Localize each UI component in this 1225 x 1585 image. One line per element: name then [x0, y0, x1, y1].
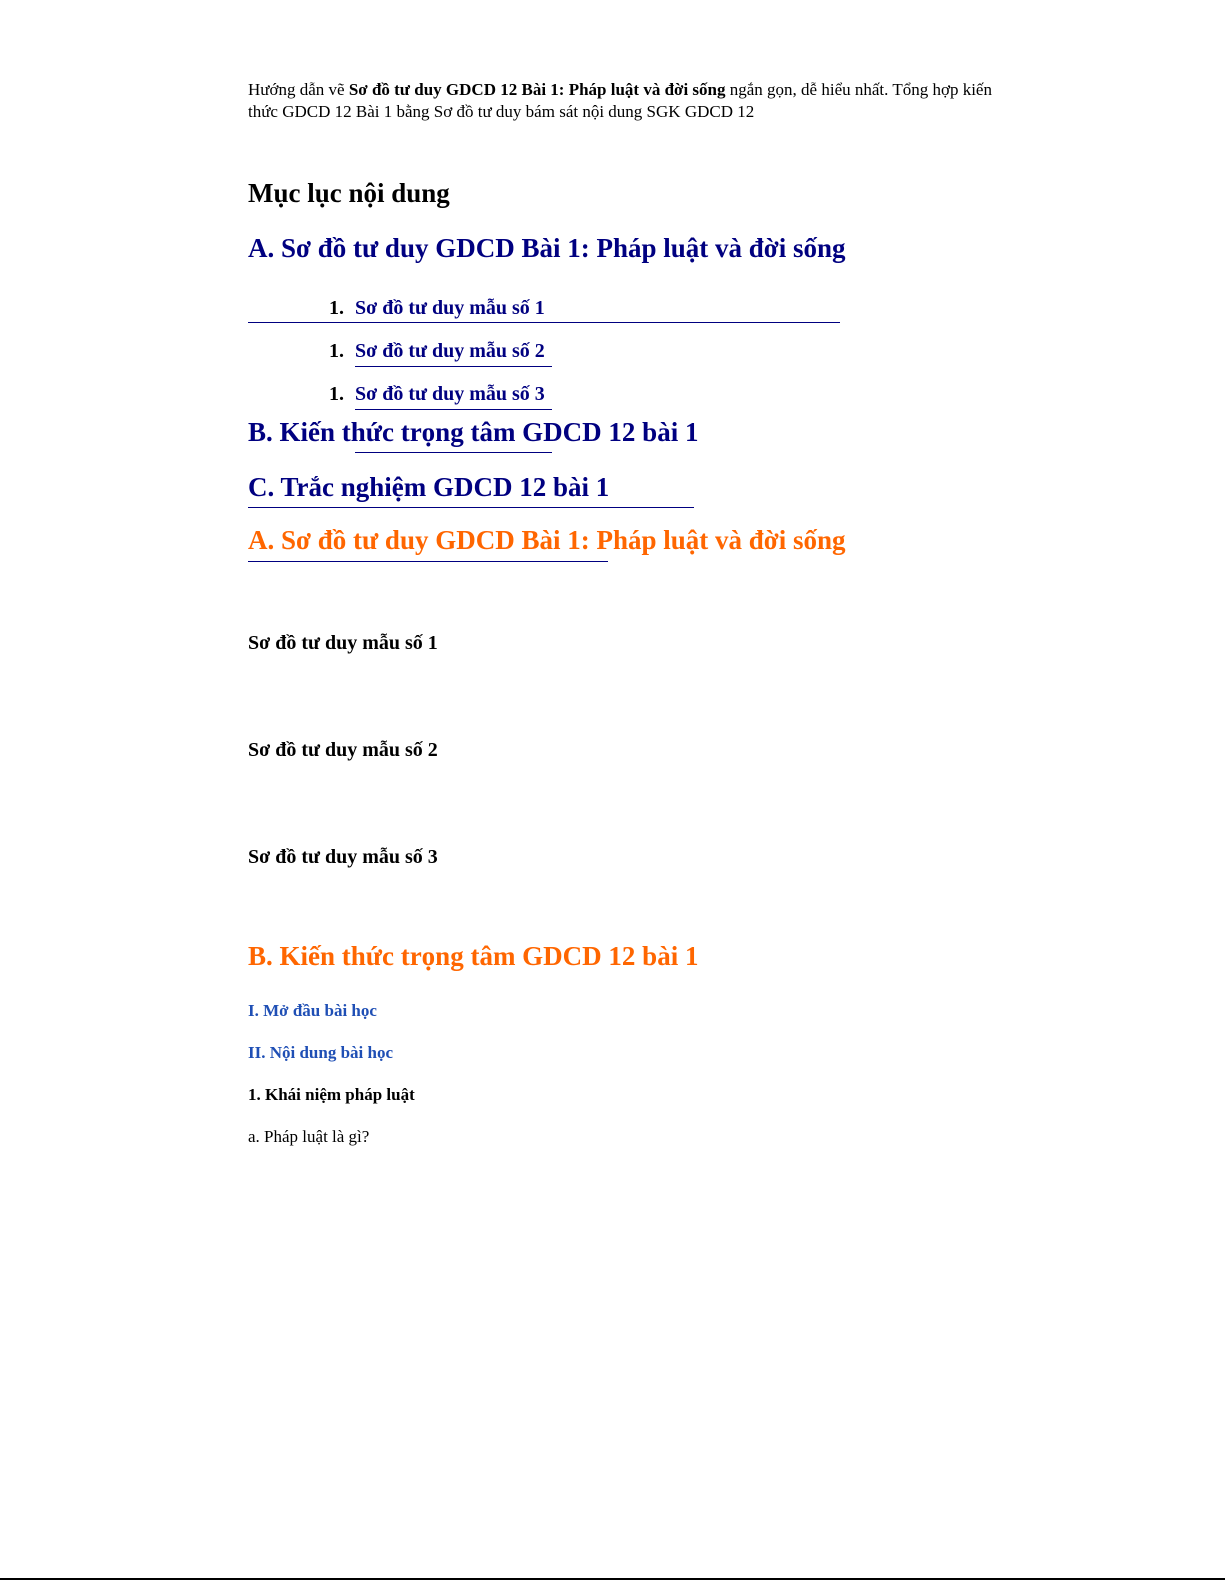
- intro-bold-title: Sơ đồ tư duy GDCD 12 Bài 1: Pháp luật và đời sống: [348, 80, 726, 99]
- toc-item-3[interactable]: [329, 383, 545, 406]
- toc-item-number: 1.: [329, 297, 344, 319]
- part-1-heading: I. Mở đầu bài học: [248, 1001, 377, 1020]
- question-text: a. Pháp luật là gì?: [248, 1127, 370, 1146]
- link-underline: [248, 507, 694, 508]
- toc-item-1[interactable]: [329, 297, 545, 320]
- toc-item-number: 1.: [329, 383, 344, 405]
- toc-item-label[interactable]: Sơ đồ tư duy mẫu số 3: [355, 383, 545, 405]
- part-2-heading: II. Nội dung bài học: [248, 1043, 394, 1062]
- intro-suffix: ngắn gọn, dễ hiểu nhất. Tổng hợp kiến thức GDCD 12 Bài 1 bằng Sơ đồ tư duy bám sát nội dung SGK GDCD 12: [248, 80, 992, 121]
- concept-heading: 1. Khái niệm pháp luật: [248, 1085, 415, 1104]
- sample-2-title: Sơ đồ tư duy mẫu số 2: [248, 739, 438, 761]
- toc-item-label[interactable]: Sơ đồ tư duy mẫu số 1: [355, 297, 545, 319]
- sample-3-title: Sơ đồ tư duy mẫu số 3: [248, 846, 438, 868]
- section-b-heading: B. Kiến thức trọng tâm GDCD 12 bài 1: [248, 941, 699, 971]
- toc-link-section-b[interactable]: B. Kiến thức trọng tâm GDCD 12 bài 1: [248, 417, 699, 447]
- toc-item-label[interactable]: Sơ đồ tư duy mẫu số 2: [355, 340, 545, 362]
- toc-item-number: 1.: [329, 340, 344, 362]
- intro-paragraph: [248, 79, 1008, 123]
- intro-prefix: Hướng dẫn vẽ: [248, 80, 349, 99]
- sample-1-title: Sơ đồ tư duy mẫu số 1: [248, 632, 438, 654]
- toc-link-section-c[interactable]: C. Trắc nghiệm GDCD 12 bài 1: [248, 472, 610, 502]
- toc-title: Mục lục nội dung: [248, 178, 450, 208]
- page-bottom-rule: [0, 1578, 1225, 1580]
- link-underline: [355, 452, 552, 453]
- toc-item-2[interactable]: [329, 340, 545, 363]
- link-underline: [248, 561, 608, 562]
- link-underline: [355, 366, 552, 367]
- link-underline: [248, 322, 840, 323]
- link-underline: [355, 409, 552, 410]
- toc-link-section-a[interactable]: A. Sơ đồ tư duy GDCD Bài 1: Pháp luật và đời sống: [248, 233, 846, 263]
- section-a-heading: A. Sơ đồ tư duy GDCD Bài 1: Pháp luật và đời sống: [248, 525, 846, 555]
